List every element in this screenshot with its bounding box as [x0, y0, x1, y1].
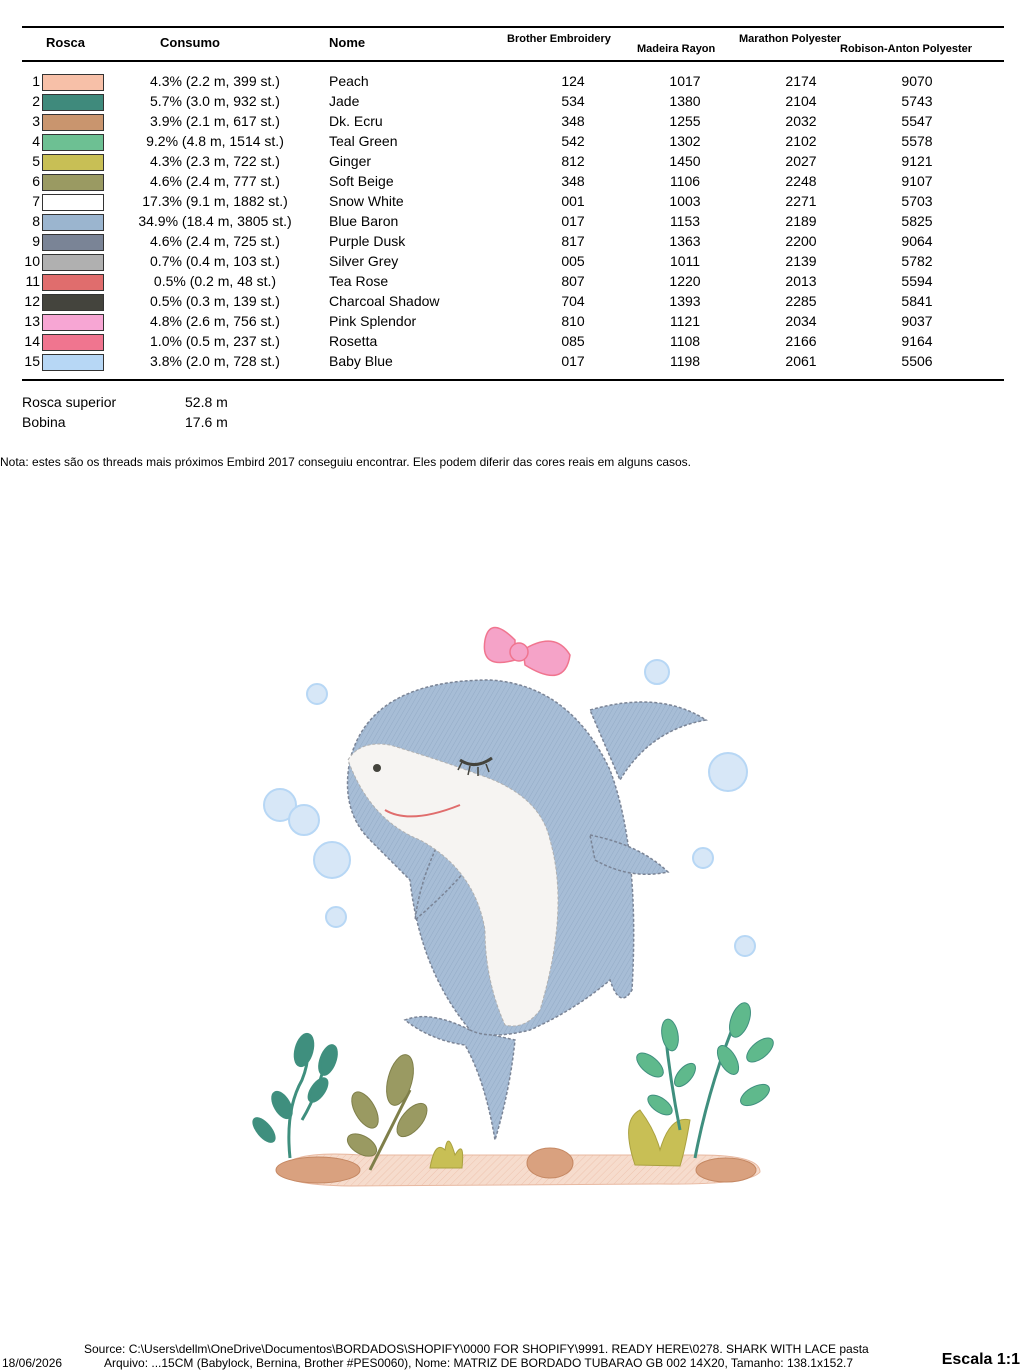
thread-marathon-code: 2027 — [785, 153, 817, 169]
thread-color-swatch — [42, 314, 104, 331]
thread-robison-code: 9070 — [901, 73, 933, 89]
thread-marathon-code: 2104 — [785, 93, 817, 109]
thread-name: Rosetta — [329, 333, 378, 349]
thread-name: Pink Splendor — [329, 313, 417, 329]
embroidery-preview-image — [240, 610, 800, 1210]
header-robison: Robison-Anton Polyester — [840, 43, 973, 55]
thread-robison-code: 5825 — [901, 213, 933, 229]
thread-madeira-code: 1011 — [669, 253, 701, 269]
thread-color-swatch — [42, 134, 104, 151]
thread-robison-code: 5782 — [901, 253, 933, 269]
summary-bobina-label: Bobina — [22, 414, 66, 430]
thread-color-swatch — [42, 234, 104, 251]
header-rosca: Rosca — [46, 35, 86, 50]
thread-madeira-code: 1255 — [669, 113, 701, 129]
thread-color-swatch — [42, 334, 104, 351]
thread-color-swatch — [42, 174, 104, 191]
thread-marathon-code: 2034 — [785, 313, 817, 329]
thread-number: 11 — [25, 273, 40, 289]
thread-madeira-code: 1153 — [669, 213, 701, 229]
thread-brother-code: 005 — [561, 253, 585, 269]
rock-middle — [527, 1148, 573, 1178]
thread-number: 15 — [24, 353, 40, 369]
thread-color-swatch — [42, 74, 104, 91]
thread-marathon-code: 2166 — [785, 333, 817, 349]
thread-name: Ginger — [329, 153, 372, 169]
thread-consumo: 3.9% (2.1 m, 617 st.) — [150, 113, 280, 129]
thread-madeira-code: 1302 — [669, 133, 701, 149]
footer-scale: Escala 1:1 — [941, 1351, 1020, 1368]
thread-consumo: 9.2% (4.8 m, 1514 st.) — [146, 133, 284, 149]
thread-consumo: 34.9% (18.4 m, 3805 st.) — [138, 213, 292, 229]
thread-consumo: 4.8% (2.6 m, 756 st.) — [150, 313, 280, 329]
footer-date: 18/06/2026 — [2, 1356, 63, 1370]
thread-row — [0, 252, 1024, 272]
footer-arquivo: Arquivo: ...15CM (Babylock, Bernina, Brother #PES0060), Nome: MATRIZ DE BORDADO TUBARAO GB 002 14X20, Tamanho: 138.1x152.7 — [104, 1356, 854, 1370]
thread-marathon-code: 2271 — [785, 193, 817, 209]
note-text: Nota: estes são os threads mais próximos Embird 2017 conseguiu encontrar. Eles podem diferir das cores reais em alguns casos. — [0, 455, 692, 469]
thread-row — [0, 112, 1024, 132]
thread-number: 8 — [32, 213, 40, 229]
thread-consumo: 4.6% (2.4 m, 725 st.) — [150, 233, 280, 249]
thread-brother-code: 534 — [561, 93, 585, 109]
thread-row — [0, 72, 1024, 92]
table-header-rule — [22, 60, 1004, 62]
thread-robison-code: 9121 — [901, 153, 933, 169]
thread-number: 1 — [32, 73, 40, 89]
thread-consumo: 0.5% (0.3 m, 139 st.) — [150, 293, 280, 309]
thread-name: Silver Grey — [329, 253, 399, 269]
thread-row — [0, 92, 1024, 112]
thread-row — [0, 272, 1024, 292]
rock-right — [696, 1158, 756, 1182]
thread-row — [0, 172, 1024, 192]
thread-marathon-code: 2248 — [785, 173, 817, 189]
thread-robison-code: 5703 — [901, 193, 933, 209]
thread-consumo: 4.3% (2.2 m, 399 st.) — [150, 73, 280, 89]
thread-row — [0, 332, 1024, 352]
thread-number: 13 — [24, 313, 40, 329]
thread-row — [0, 352, 1024, 372]
thread-consumo: 4.6% (2.4 m, 777 st.) — [150, 173, 280, 189]
thread-consumo: 0.5% (0.2 m, 48 st.) — [153, 273, 277, 289]
thread-number: 4 — [32, 133, 40, 149]
thread-number: 5 — [32, 153, 40, 169]
thread-marathon-code: 2013 — [785, 273, 817, 289]
thread-name: Purple Dusk — [329, 233, 406, 249]
thread-robison-code: 5743 — [901, 93, 933, 109]
thread-marathon-code: 2061 — [785, 353, 817, 369]
thread-brother-code: 812 — [561, 153, 585, 169]
footer-source: Source: C:\Users\dellm\OneDrive\Documentos\BORDADOS\SHOPIFY\0000 FOR SHOPIFY\9991. READY HERE\0278. SHARK WITH LACE pasta — [84, 1342, 869, 1356]
thread-madeira-code: 1108 — [669, 333, 701, 349]
thread-name: Jade — [329, 93, 360, 109]
thread-brother-code: 348 — [561, 113, 585, 129]
thread-consumo: 1.0% (0.5 m, 237 st.) — [150, 333, 280, 349]
thread-robison-code: 5578 — [901, 133, 933, 149]
thread-madeira-code: 1017 — [669, 73, 701, 89]
thread-marathon-code: 2285 — [785, 293, 817, 309]
header-madeira: Madeira Rayon — [637, 43, 716, 55]
thread-brother-code: 348 — [561, 173, 585, 189]
thread-name: Charcoal Shadow — [329, 293, 440, 309]
thread-consumo: 5.7% (3.0 m, 932 st.) — [150, 93, 280, 109]
thread-madeira-code: 1198 — [669, 353, 701, 369]
thread-brother-code: 817 — [561, 233, 585, 249]
thread-marathon-code: 2139 — [785, 253, 817, 269]
thread-color-swatch — [42, 194, 104, 211]
thread-name: Peach — [329, 73, 369, 89]
shark-bow — [484, 628, 570, 676]
thread-marathon-code: 2102 — [785, 133, 817, 149]
thread-robison-code: 9037 — [901, 313, 933, 329]
thread-name: Teal Green — [329, 133, 398, 149]
thread-robison-code: 5594 — [901, 273, 933, 289]
header-nome: Nome — [329, 35, 366, 50]
thread-number: 6 — [32, 173, 40, 189]
thread-robison-code: 9107 — [901, 173, 933, 189]
thread-number: 3 — [32, 113, 40, 129]
table-top-rule — [22, 26, 1004, 28]
thread-name: Baby Blue — [329, 353, 393, 369]
thread-color-swatch — [42, 294, 104, 311]
thread-brother-code: 810 — [561, 313, 585, 329]
thread-name: Tea Rose — [329, 273, 389, 289]
summary-bobina-value: 17.6 m — [185, 414, 228, 430]
thread-name: Dk. Ecru — [329, 113, 383, 129]
thread-madeira-code: 1121 — [669, 313, 701, 329]
thread-consumo: 4.3% (2.3 m, 722 st.) — [150, 153, 280, 169]
header-brother: Brother Embroidery — [507, 33, 611, 45]
thread-madeira-code: 1003 — [669, 193, 701, 209]
thread-consumo: 17.3% (9.1 m, 1882 st.) — [142, 193, 288, 209]
thread-color-swatch — [42, 214, 104, 231]
thread-color-swatch — [42, 114, 104, 131]
thread-row — [0, 152, 1024, 172]
thread-brother-code: 704 — [561, 293, 585, 309]
thread-consumo: 0.7% (0.4 m, 103 st.) — [150, 253, 280, 269]
thread-madeira-code: 1106 — [669, 173, 701, 189]
thread-brother-code: 807 — [561, 273, 585, 289]
thread-color-swatch — [42, 254, 104, 271]
table-bottom-rule — [22, 379, 1004, 381]
thread-robison-code: 5841 — [901, 293, 933, 309]
thread-robison-code: 9064 — [901, 233, 933, 249]
thread-brother-code: 017 — [561, 213, 585, 229]
thread-brother-code: 017 — [561, 353, 585, 369]
thread-name: Soft Beige — [329, 173, 394, 189]
thread-marathon-code: 2032 — [785, 113, 817, 129]
seaweed-olive — [344, 1052, 433, 1170]
seaweed-left — [250, 1032, 339, 1158]
thread-name: Blue Baron — [329, 213, 399, 229]
thread-madeira-code: 1393 — [669, 293, 701, 309]
thread-number: 7 — [32, 193, 40, 209]
thread-marathon-code: 2174 — [785, 73, 817, 89]
thread-robison-code: 5506 — [901, 353, 933, 369]
thread-consumo: 3.8% (2.0 m, 728 st.) — [150, 353, 280, 369]
thread-robison-code: 9164 — [901, 333, 933, 349]
summary-superior-value: 52.8 m — [185, 394, 228, 410]
thread-name: Snow White — [329, 193, 404, 209]
thread-madeira-code: 1380 — [669, 93, 701, 109]
thread-brother-code: 085 — [561, 333, 585, 349]
thread-color-swatch — [42, 354, 104, 371]
thread-marathon-code: 2189 — [785, 213, 817, 229]
summary-superior-label: Rosca superior — [22, 394, 117, 410]
thread-number: 12 — [24, 293, 40, 309]
thread-madeira-code: 1363 — [669, 233, 701, 249]
thread-brother-code: 001 — [561, 193, 585, 209]
thread-color-swatch — [42, 94, 104, 111]
thread-color-swatch — [42, 274, 104, 291]
thread-row — [0, 312, 1024, 332]
thread-madeira-code: 1450 — [669, 153, 701, 169]
thread-row — [0, 212, 1024, 232]
rock-left — [276, 1157, 360, 1183]
thread-number: 2 — [32, 93, 40, 109]
shark-nostril — [373, 764, 381, 772]
thread-color-swatch — [42, 154, 104, 171]
thread-row — [0, 232, 1024, 252]
thread-brother-code: 542 — [561, 133, 585, 149]
thread-row — [0, 132, 1024, 152]
thread-marathon-code: 2200 — [785, 233, 817, 249]
header-marathon: Marathon Polyester — [739, 33, 842, 45]
thread-madeira-code: 1220 — [669, 273, 701, 289]
header-consumo: Consumo — [160, 35, 220, 50]
thread-row — [0, 292, 1024, 312]
thread-row — [0, 192, 1024, 212]
thread-number: 9 — [32, 233, 40, 249]
thread-number: 10 — [24, 253, 40, 269]
thread-robison-code: 5547 — [901, 113, 933, 129]
thread-brother-code: 124 — [561, 73, 585, 89]
thread-number: 14 — [24, 333, 40, 349]
